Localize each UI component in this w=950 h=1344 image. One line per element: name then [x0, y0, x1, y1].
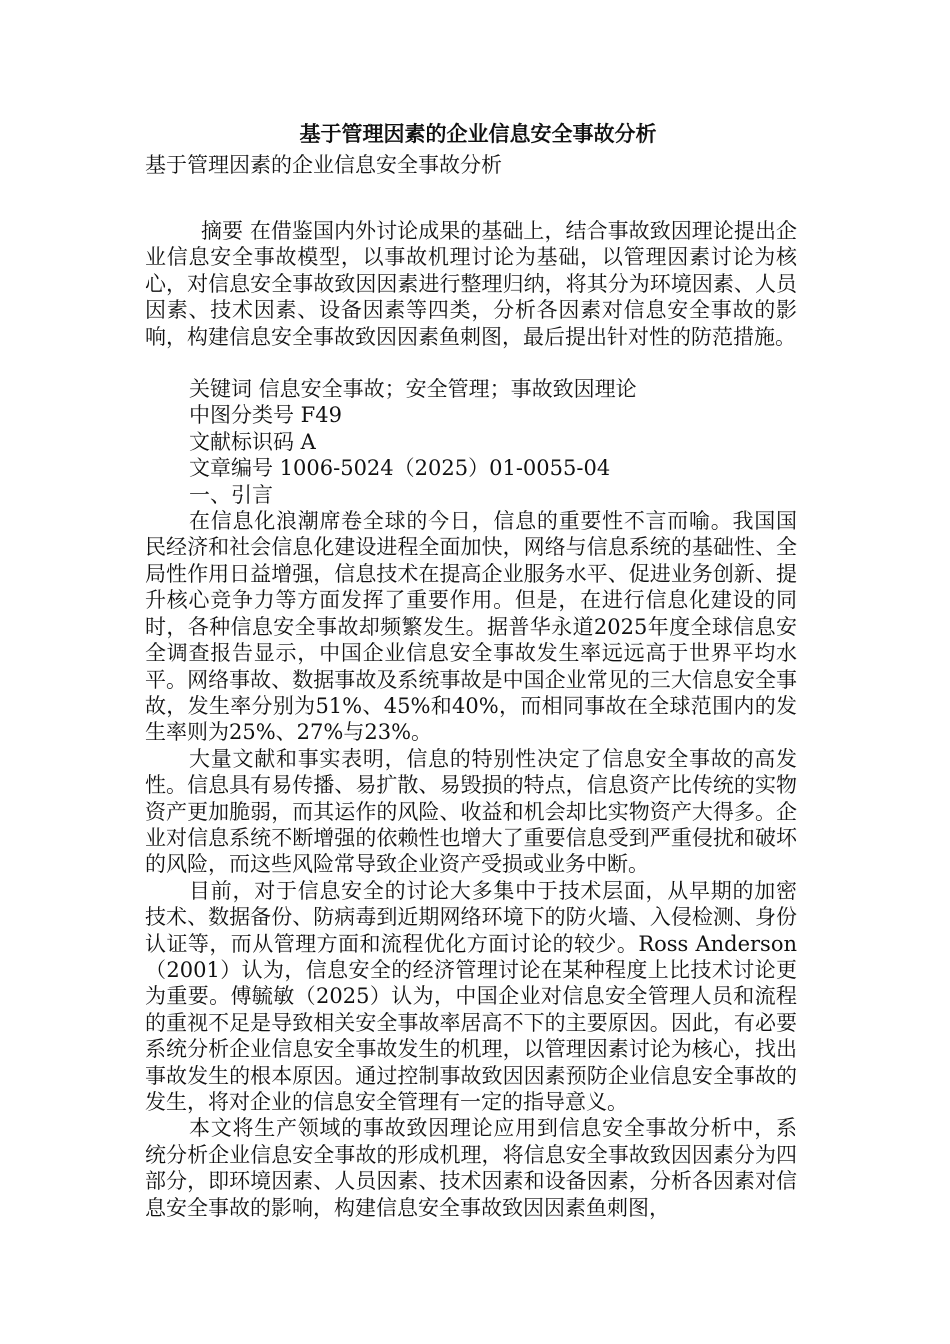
- body-paragraph: 本文将生产领域的事故致因理论应用到信息安全事故分析中，系统分析企业信息安全事故的形成机理，将信息安全事故致因因素分为四部分，即环境因素、人员因素、技术因素和设备因素，分析各因素对信息安全事故的影响，构建信息安全事故致因因素鱼刺图，: [145, 1116, 797, 1220]
- body-paragraph: 目前，对于信息安全的讨论大多集中于技术层面，从早期的加密技术、数据备份、防病毒到近期网络环境下的防火墙、入侵检测、身份认证等，而从管理方面和流程优化方面讨论的较少。Ross Anderson（2001）认为，信息安全的经济管理讨论在某种程度上比技术讨论更为重要。傅毓敏（2025）认为，中国企业对信息安全管理人员和流程的重视不足是导致相关安全事故率居高不下的主要原因。因此，有必要系统分析企业信息安全事故发生的机理，以管理因素讨论为核心，找出事故发生的根本原因。通过控制事故致因因素预防企业信息安全事故的发生，将对企业的信息安全管理有一定的指导意义。: [145, 878, 797, 1114]
- document-title: 基于管理因素的企业信息安全事故分析: [299, 121, 657, 146]
- document-page: [145, 118, 797, 1221]
- body-paragraph: 大量文献和事实表明，信息的特别性决定了信息安全事故的高发性。信息具有易传播、易扩散、易毁损的特点，信息资产比传统的实物资产更加脆弱，而其运作的风险、收益和机会却比实物资产大得多。企业对信息系统不断增强的依赖性也增大了重要信息受到严重侵扰和破坏的风险，而这些风险常导致企业资产受损或业务中断。: [145, 746, 797, 877]
- document-code-line: 文献标识码 A: [189, 429, 316, 454]
- classification-line: 中图分类号 F49: [189, 403, 342, 428]
- section-heading-introduction: 一、引言: [189, 482, 273, 507]
- keywords-line: 关键词 信息安全事故；安全管理；事故致因理论: [189, 377, 637, 402]
- article-number-line: 文章编号 1006-5024（2025）01-0055-04: [189, 456, 611, 481]
- body-paragraph: 在信息化浪潮席卷全球的今日，信息的重要性不言而喻。我国国民经济和社会信息化建设进程全面加快，网络与信息系统的基础性、全局性作用日益增强，信息技术在提高企业服务水平、促进业务创新、提升核心竞争力等方面发挥了重要作用。但是，在进行信息化建设的同时，各种信息安全事故却频繁发生。据普华永道2025年度全球信息安全调查报告显示，中国企业信息安全事故发生率远远高于世界平均水平。网络事故、数据事故及系统事故是中国企业常见的三大信息安全事故，发生率分别为51%、45%和40%，而相同事故在全球范围内的发生率则为25%、27%与23%。: [145, 509, 797, 745]
- abstract: 摘要 在借鉴国内外讨论成果的基础上，结合事故致因理论提出企业信息安全事故模型，以事故机理讨论为基础，以管理因素讨论为核心，对信息安全事故致因因素进行整理归纳，将其分为环境因素、人员因素、技术因素、设备因素等四类，分析各因素对信息安全事故的影响，构建信息安全事故致因因素鱼刺图，最后提出针对性的防范措施。: [145, 219, 797, 349]
- article-metadata: [145, 376, 797, 482]
- document-subtitle: 基于管理因素的企业信息安全事故分析: [145, 153, 502, 177]
